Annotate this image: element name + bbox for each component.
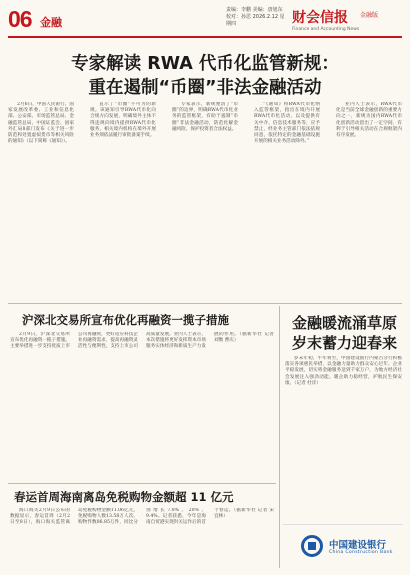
article-divider (8, 483, 276, 484)
article-body (285, 356, 402, 520)
article-body (10, 508, 274, 566)
brand-subtitle: 金融版 (360, 12, 379, 19)
page-header (0, 0, 410, 44)
lead-column-2 (90, 102, 156, 300)
lead-paragraph: 专家表示，新规厘清了“币圈”的边界，明确RWA代币化业务的监管框架，有助于遏制“币圈”非法金融活动，防范化解金融风险，保护投资者合法权益。 (172, 102, 238, 132)
article-body (10, 332, 274, 480)
section-divider (8, 303, 402, 304)
lead-paragraph: 直示了“币圈”不可为的新规。该通知引导RWA代币化向合规方向发展，明确境外主体不得违规向境内提供RWA代币化服务，相关境内机构在境外开展业务须依法履行审批备案手续。 (90, 102, 156, 139)
brand-english: Finance and Accounting News (292, 27, 360, 32)
header-rule (8, 36, 402, 38)
page-number: 06 (8, 6, 32, 32)
editor-line-1: 责编：李鹏 美编：唐旭东 (226, 7, 283, 13)
main-headline-line-2: 重在遏制“币圈”非法金融活动 (88, 78, 322, 98)
article-paragraph: 海口海关2月9日公布的数据显示，春运首周（2月2日至8日），海口海关监管离岛免税购物金额11.06亿元，免税购物人数13.58万人次，购物件数86.85万件，同比分别增长7.8%、20%、9.4%。记者获悉，今年是海南自贸港实现封关运作后的首个春运。（据新华社 记者 宋宜林） (10, 508, 274, 526)
article-headline: 沪深北交易所宣布优化再融资一揽子措施 (22, 313, 229, 327)
article-headline: 岁末蓄力迎春来 (292, 334, 398, 352)
article-paragraph: 岁末年初，牛年将至，中国建设银行内蒙古分行积极落实各项惠民举措，以金融力量助力群众安心过年、企业平稳发展，切实将金融服务送到千家万户，为地方经济社会发展注入强劲动能。暖企助力稳经营，护航民生保安康。（记者 杜洋） (285, 356, 402, 386)
main-headline-line-1: 专家解读 RWA 代币化监管新规： (71, 54, 339, 74)
bank-logo-icon (301, 535, 323, 557)
lead-column-5 (336, 102, 402, 300)
lead-column-3 (172, 102, 238, 300)
lead-column-1 (8, 102, 74, 300)
column-divider (279, 306, 280, 568)
lead-paragraph: 2月6日，中国人民银行、国家发展改革委、工业和信息化部、公安部、市场监管总局、金融监管总局、中国证监会、国家外汇局8部门发布《关于进一步防范和处置虚拟货币等相关风险的通知》（以下简称《通知》）。 (8, 102, 74, 145)
article-paragraph: 2月9日，沪深北交易所宣布优化再融资一揽子措施。主要举措进一步支持优质上市公司再融资，更好适应科技企业再融资需求，提高再融资灵活性与便利性，支持上市公司高质量发展。业内人士表示，本次措施将更好发挥资本市场服务实体经济和新质生产力发展的作用。（据新华社 记者 刘衡 曹庆） (10, 332, 274, 350)
article-headline: 春运首周海南离岛免税购物金额超 11 亿元 (14, 490, 234, 504)
lead-column-4 (254, 102, 320, 300)
bank-name: 中国建设银行 (329, 540, 387, 551)
editor-credits (226, 7, 288, 28)
lead-paragraph: “《通知》将RWA代币化纳入监管框架，指出在境内开展RWA代币化活动，以及提供有关中介、信息技术服务等，应予禁止，经业务主管部门依法依规同意，依托特定的金融基础设施开展的相关业务活动除外。” (254, 102, 320, 145)
article-headline: 金融暖流涌草原 (292, 314, 398, 332)
newspaper-brand: 财会信报 (292, 10, 348, 26)
lead-paragraph: 业内人士表示，RWA代币化是当前全球金融创新的重要方向之一，新规为国内RWA代币化创新活动留出了一定空间，有利于引导相关活动在合规框架内有序发展。 (336, 102, 402, 139)
editor-line-2: 校对：孙思 2026.2.12 星期四 (226, 14, 285, 27)
bank-name-english: China Construction Bank (329, 550, 393, 555)
bank-advertisement (283, 524, 403, 566)
lead-article (8, 102, 402, 300)
section-name: 金融 (40, 16, 62, 29)
